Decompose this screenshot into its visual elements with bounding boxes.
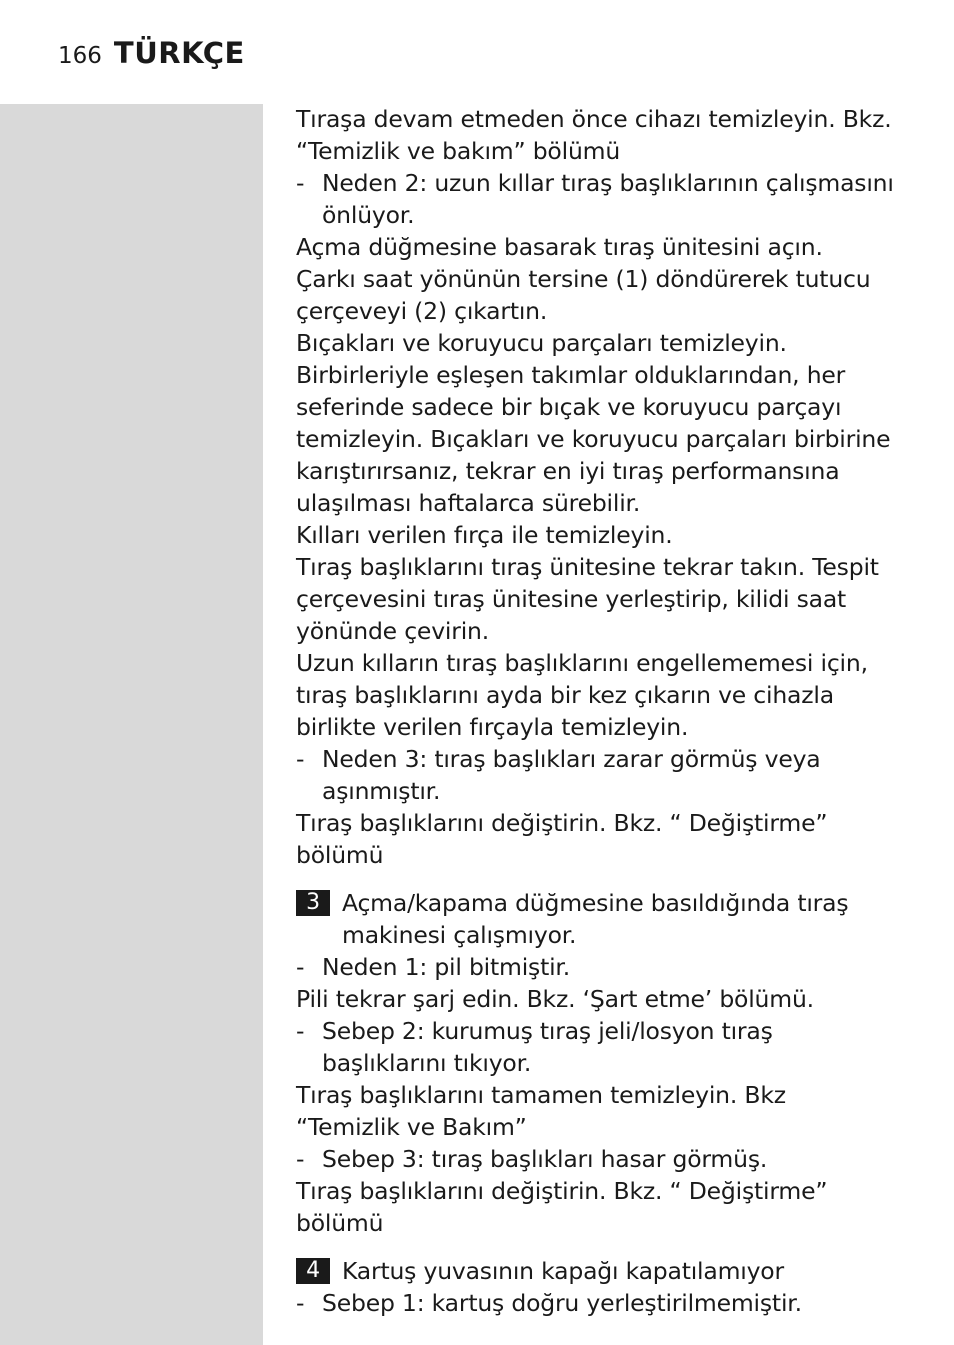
bullet-text: Neden 3: tıraş başlıkları zarar görmüş veya aşınmıştır.: [322, 745, 821, 805]
paragraph: Pili tekrar şarj edin. Bkz. ‘Şart etme’ bölümü.: [296, 985, 814, 1013]
paragraph: Tıraş başlıklarını tamamen temizleyin. Bkz “Temizlik ve Bakım”: [296, 1081, 786, 1141]
step-number-badge: 4: [296, 1258, 330, 1284]
bullet-item: [296, 743, 896, 807]
paragraph: Açma düğmesine basarak tıraş ünitesini açın.: [296, 233, 823, 261]
bullet-dash: -: [296, 745, 305, 773]
bullet-item: [296, 1015, 896, 1079]
step-4-heading: [296, 1255, 896, 1287]
paragraph: Tıraş başlıklarını tıraş ünitesine tekrar takın. Tespit çerçevesini tıraş ünitesine yerleştirip, kilidi saat yönünde çevirin.: [296, 553, 879, 645]
step-3-heading: [296, 887, 896, 951]
bullet-dash: -: [296, 1017, 305, 1045]
bullet-text: Sebep 3: tıraş başlıkları hasar görmüş.: [322, 1145, 768, 1173]
bullet-dash: -: [296, 169, 305, 197]
bullet-text: Sebep 2: kurumuş tıraş jeli/losyon tıraş başlıklarını tıkıyor.: [322, 1017, 773, 1077]
bullet-text: Sebep 1: kartuş doğru yerleştirilmemiştir.: [322, 1289, 802, 1317]
bullet-item: [296, 1287, 896, 1319]
sidebar-margin: [0, 104, 263, 1345]
bullet-dash: -: [296, 1289, 305, 1317]
paragraph: Tıraşa devam etmeden önce cihazı temizleyin. Bkz. “Temizlik ve bakım” bölümü: [296, 105, 892, 165]
step-title: Açma/kapama düğmesine basıldığında tıraş makinesi çalışmıyor.: [342, 889, 849, 949]
page-number: 166: [58, 43, 102, 69]
page-header: [58, 36, 245, 76]
main-content: [296, 103, 896, 1319]
step-title: Kartuş yuvasının kapağı kapatılamıyor: [342, 1257, 784, 1285]
bullet-item: [296, 951, 896, 983]
step-number-badge: 3: [296, 890, 330, 916]
bullet-text: Neden 2: uzun kıllar tıraş başlıklarının çalışmasını önlüyor.: [322, 169, 894, 229]
section-title: TÜRKÇE: [113, 36, 245, 70]
paragraph: Kılları verilen fırça ile temizleyin.: [296, 521, 673, 549]
bullet-dash: -: [296, 953, 305, 981]
bullet-item: [296, 1143, 896, 1175]
paragraph: Çarkı saat yönünün tersine (1) döndürerek tutucu çerçeveyi (2) çıkartın.: [296, 265, 871, 325]
paragraph: Uzun kılların tıraş başlıklarını engellememesi için, tıraş başlıklarını ayda bir kez çıkarın ve cihazla birlikte verilen fırçayla temizleyin.: [296, 649, 868, 741]
bullet-text: Neden 1: pil bitmiştir.: [322, 953, 571, 981]
bullet-item: [296, 167, 896, 231]
paragraph: Bıçakları ve koruyucu parçaları temizleyin. Birbirleriyle eşleşen takımlar olduklarından, her seferinde sadece bir bıçak ve koruyucu parçayı temizleyin. Bıçakları ve koruyucu parçaları birbirine karıştırırsanız, tekrar en iyi tıraş performansına ulaşılması haftalarca sürebilir.: [296, 329, 891, 517]
paragraph: Tıraş başlıklarını değiştirin. Bkz. “ Değiştirme” bölümü: [296, 809, 828, 869]
paragraph: Tıraş başlıklarını değiştirin. Bkz. “ Değiştirme” bölümü: [296, 1177, 828, 1237]
bullet-dash: -: [296, 1145, 305, 1173]
